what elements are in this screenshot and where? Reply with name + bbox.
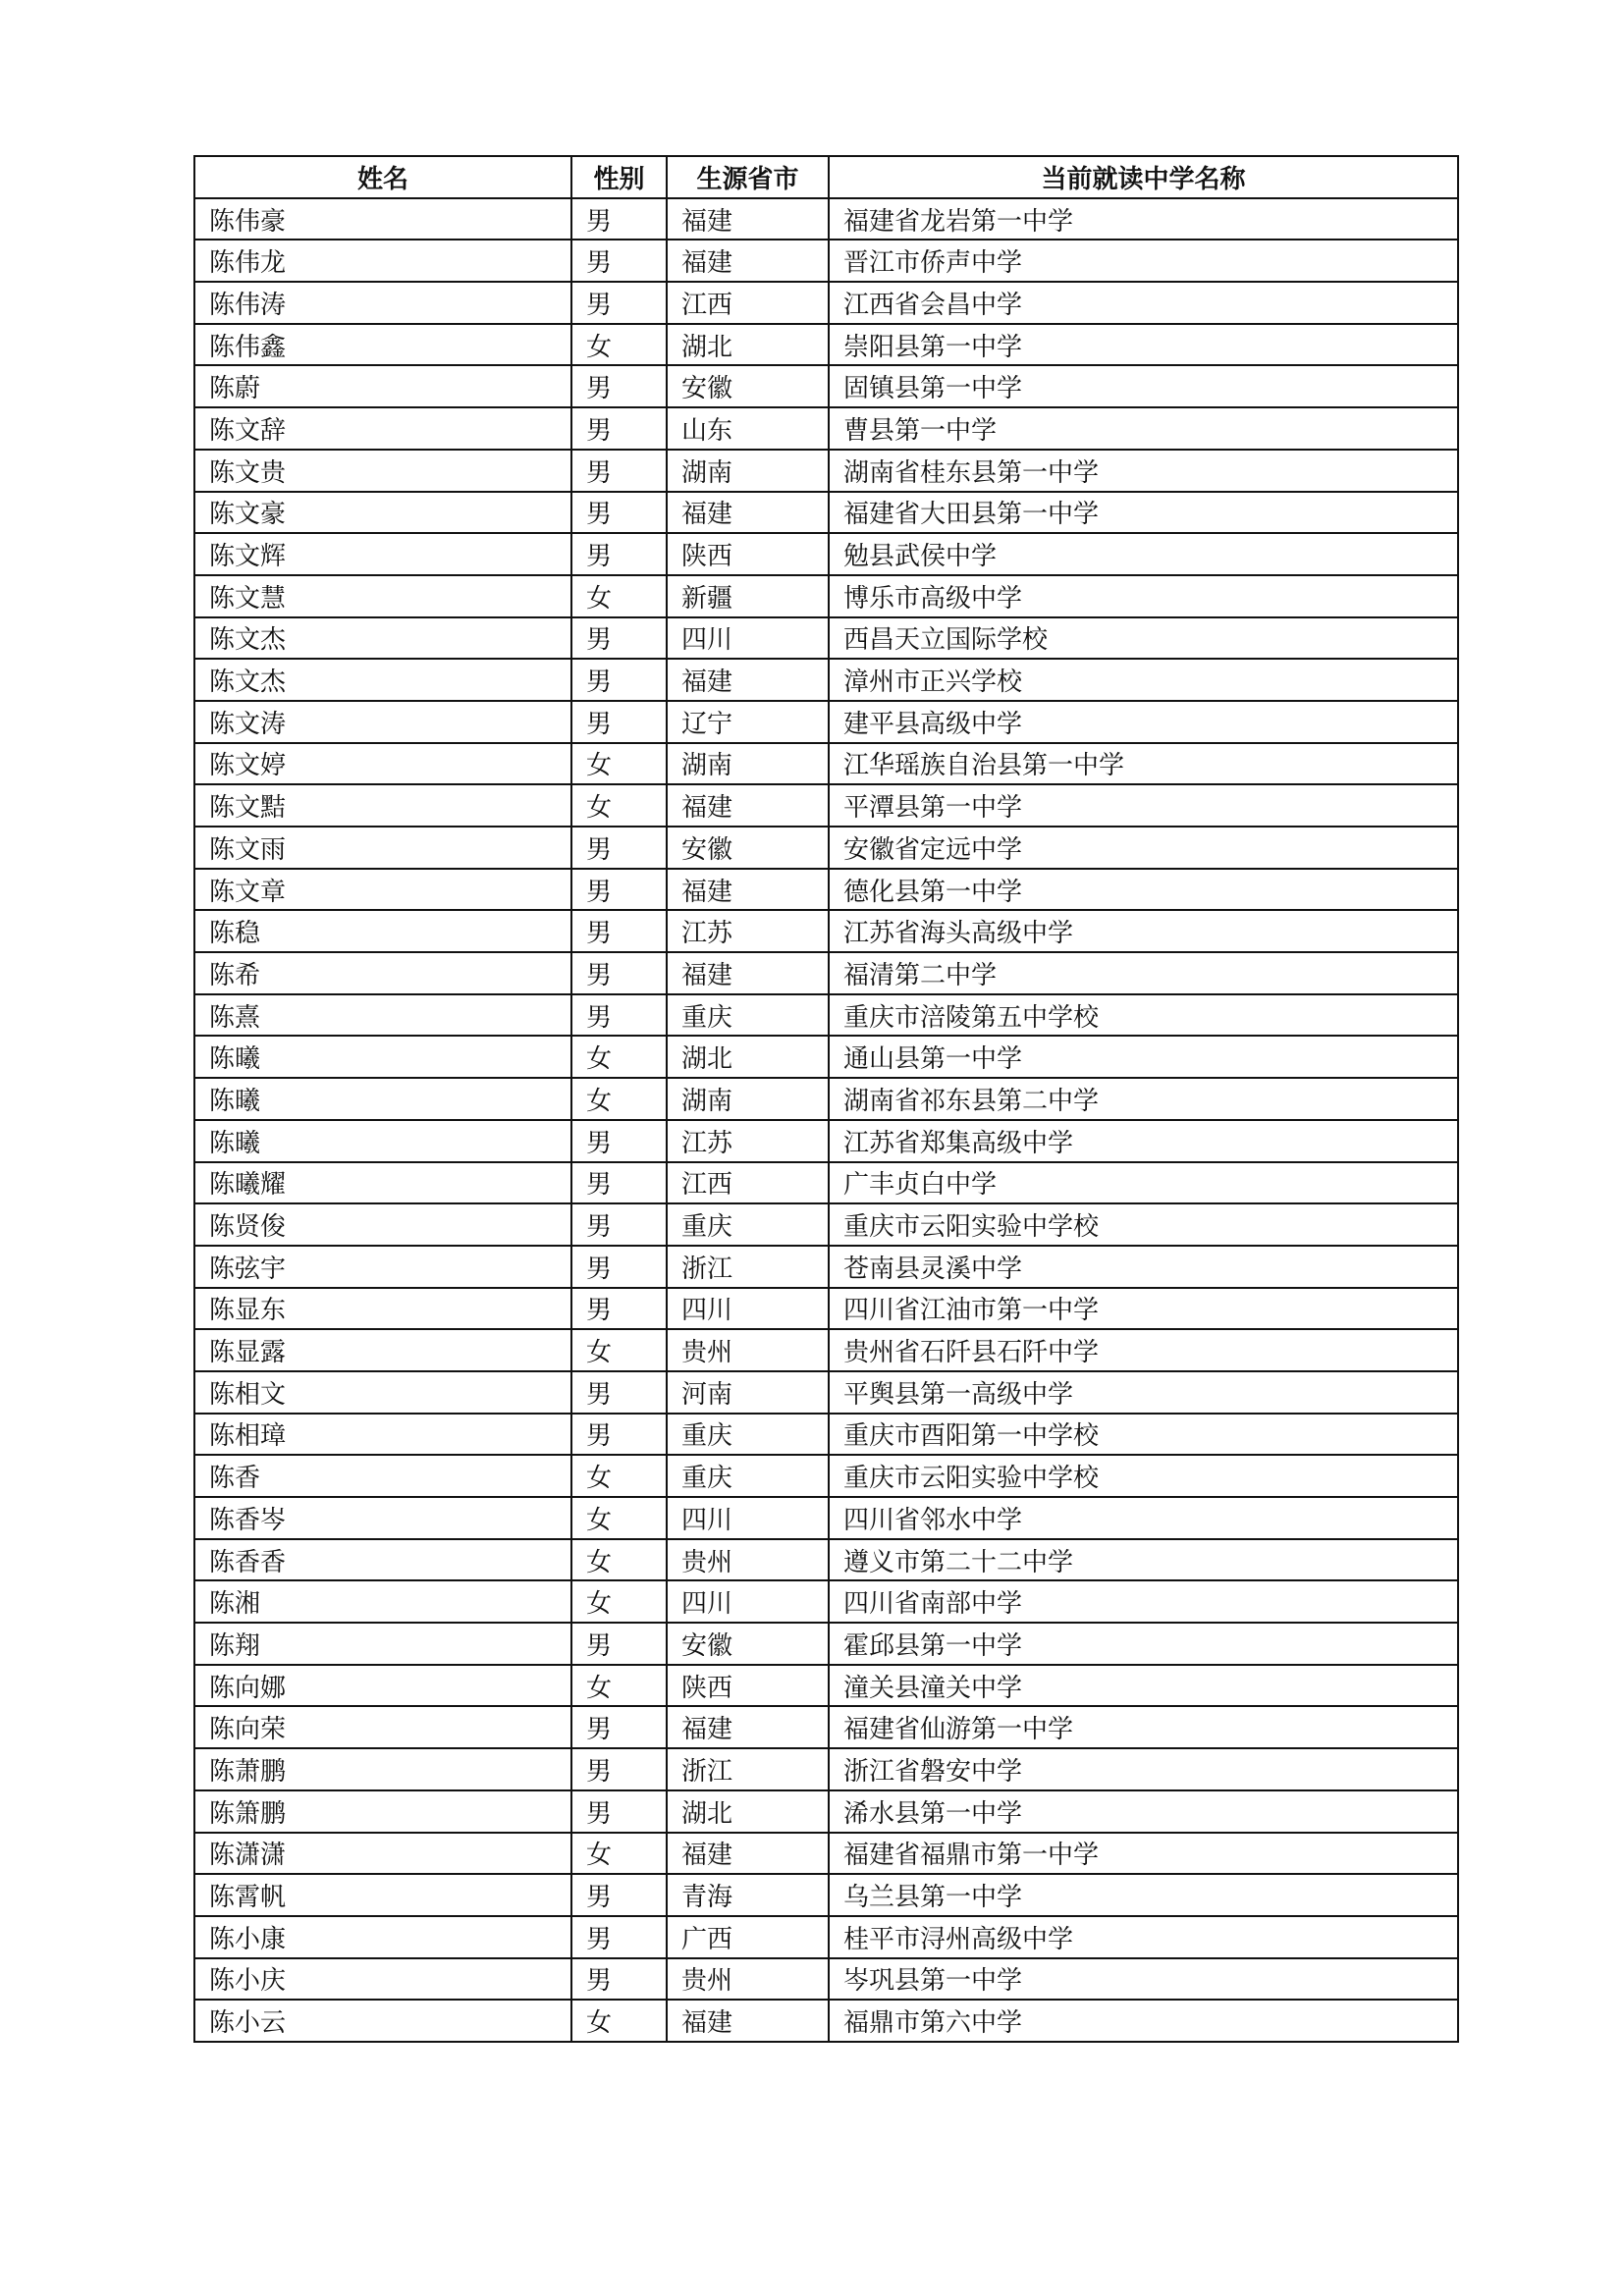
cell-name: 陈伟鑫 [194,324,571,366]
cell-name: 陈萧鹏 [194,1748,571,1790]
cell-name: 陈文黠 [194,784,571,827]
table-row [194,365,1458,407]
cell-gender: 男 [571,1623,667,1665]
cell-name: 陈香香 [194,1539,571,1581]
cell-name: 陈贤俊 [194,1203,571,1246]
cell-school: 遵义市第二十二中学 [829,1539,1458,1581]
cell-name: 陈箫鹏 [194,1790,571,1833]
cell-gender: 男 [571,492,667,534]
cell-school: 博乐市高级中学 [829,575,1458,617]
cell-gender: 男 [571,869,667,911]
cell-name: 陈文慧 [194,575,571,617]
table-row [194,2000,1458,2042]
cell-school: 德化县第一中学 [829,869,1458,911]
cell-name: 陈曦 [194,1120,571,1162]
cell-province: 江西 [667,1162,829,1204]
cell-gender: 女 [571,1455,667,1497]
cell-gender: 女 [571,1665,667,1707]
table-row [194,1748,1458,1790]
cell-province: 福建 [667,240,829,282]
cell-province: 广西 [667,1916,829,1958]
cell-province: 江苏 [667,910,829,952]
cell-province: 湖北 [667,1036,829,1078]
cell-province: 安徽 [667,1623,829,1665]
table-row [194,1497,1458,1539]
cell-name: 陈文杰 [194,659,571,701]
cell-school: 桂平市浔州高级中学 [829,1916,1458,1958]
cell-gender: 女 [571,1539,667,1581]
cell-province: 重庆 [667,1203,829,1246]
cell-gender: 男 [571,1748,667,1790]
cell-province: 福建 [667,1706,829,1748]
table-row [194,1120,1458,1162]
cell-province: 陕西 [667,1665,829,1707]
cell-school: 平舆县第一高级中学 [829,1371,1458,1414]
table-row [194,324,1458,366]
cell-gender: 男 [571,1371,667,1414]
cell-name: 陈文贵 [194,450,571,492]
table-row [194,910,1458,952]
cell-gender: 女 [571,1833,667,1875]
cell-gender: 男 [571,240,667,282]
cell-name: 陈弦宇 [194,1246,571,1288]
cell-name: 陈向娜 [194,1665,571,1707]
cell-name: 陈文雨 [194,827,571,869]
cell-province: 辽宁 [667,701,829,743]
cell-province: 湖南 [667,450,829,492]
cell-province: 四川 [667,1497,829,1539]
cell-name: 陈小康 [194,1916,571,1958]
cell-name: 陈伟龙 [194,240,571,282]
cell-school: 湖南省桂东县第一中学 [829,450,1458,492]
table-row [194,450,1458,492]
cell-province: 青海 [667,1874,829,1916]
cell-province: 湖南 [667,1078,829,1120]
table-row [194,701,1458,743]
student-table [193,155,1459,2043]
cell-name: 陈蔚 [194,365,571,407]
cell-name: 陈文豪 [194,492,571,534]
table-row [194,533,1458,575]
cell-province: 安徽 [667,827,829,869]
cell-province: 四川 [667,1288,829,1330]
cell-gender: 女 [571,1329,667,1371]
header-name: 姓名 [194,156,571,198]
cell-gender: 男 [571,1916,667,1958]
cell-name: 陈湘 [194,1580,571,1623]
cell-school: 湖南省祁东县第二中学 [829,1078,1458,1120]
cell-name: 陈希 [194,952,571,994]
table-row [194,1371,1458,1414]
cell-school: 四川省南部中学 [829,1580,1458,1623]
table-row [194,1580,1458,1623]
cell-school: 江西省会昌中学 [829,282,1458,324]
cell-school: 福建省大田县第一中学 [829,492,1458,534]
cell-gender: 男 [571,407,667,450]
cell-name: 陈曦 [194,1078,571,1120]
cell-gender: 男 [571,994,667,1037]
cell-school: 重庆市云阳实验中学校 [829,1455,1458,1497]
cell-gender: 男 [571,1162,667,1204]
cell-province: 福建 [667,198,829,240]
cell-province: 重庆 [667,1455,829,1497]
table-row [194,1288,1458,1330]
cell-gender: 男 [571,1120,667,1162]
cell-name: 陈文辉 [194,533,571,575]
cell-name: 陈霄帆 [194,1874,571,1916]
cell-gender: 男 [571,365,667,407]
cell-province: 湖南 [667,743,829,785]
cell-school: 广丰贞白中学 [829,1162,1458,1204]
cell-name: 陈伟涛 [194,282,571,324]
cell-school: 勉县武侯中学 [829,533,1458,575]
cell-gender: 男 [571,282,667,324]
table-row [194,240,1458,282]
cell-name: 陈小云 [194,2000,571,2042]
cell-name: 陈向荣 [194,1706,571,1748]
cell-name: 陈潇潇 [194,1833,571,1875]
cell-name: 陈相璋 [194,1414,571,1456]
header-province: 生源省市 [667,156,829,198]
cell-school: 晋江市侨声中学 [829,240,1458,282]
cell-gender: 男 [571,1288,667,1330]
cell-school: 浙江省磐安中学 [829,1748,1458,1790]
cell-name: 陈显露 [194,1329,571,1371]
table-row [194,617,1458,660]
cell-school: 江苏省郑集高级中学 [829,1120,1458,1162]
table-row [194,1790,1458,1833]
table-row [194,869,1458,911]
cell-name: 陈文杰 [194,617,571,660]
table-row [194,575,1458,617]
cell-school: 四川省邻水中学 [829,1497,1458,1539]
table-row [194,1958,1458,2001]
table-row [194,1455,1458,1497]
cell-name: 陈文婷 [194,743,571,785]
cell-school: 江苏省海头高级中学 [829,910,1458,952]
cell-name: 陈稳 [194,910,571,952]
table-row [194,743,1458,785]
cell-gender: 女 [571,1036,667,1078]
cell-province: 重庆 [667,1414,829,1456]
table-row [194,198,1458,240]
cell-school: 固镇县第一中学 [829,365,1458,407]
cell-province: 安徽 [667,365,829,407]
cell-school: 贵州省石阡县石阡中学 [829,1329,1458,1371]
cell-school: 苍南县灵溪中学 [829,1246,1458,1288]
table-row [194,827,1458,869]
cell-province: 山东 [667,407,829,450]
cell-school: 通山县第一中学 [829,1036,1458,1078]
cell-province: 贵州 [667,1329,829,1371]
table-header-row [194,156,1458,198]
cell-school: 重庆市云阳实验中学校 [829,1203,1458,1246]
cell-province: 四川 [667,1580,829,1623]
cell-gender: 男 [571,198,667,240]
table-row [194,659,1458,701]
cell-school: 安徽省定远中学 [829,827,1458,869]
table-row [194,784,1458,827]
header-school: 当前就读中学名称 [829,156,1458,198]
cell-province: 陕西 [667,533,829,575]
cell-gender: 女 [571,1497,667,1539]
cell-school: 浠水县第一中学 [829,1790,1458,1833]
cell-province: 湖北 [667,1790,829,1833]
cell-province: 福建 [667,952,829,994]
cell-school: 西昌天立国际学校 [829,617,1458,660]
cell-gender: 男 [571,827,667,869]
cell-gender: 女 [571,1078,667,1120]
cell-gender: 男 [571,450,667,492]
cell-gender: 男 [571,1246,667,1288]
cell-name: 陈文辞 [194,407,571,450]
cell-name: 陈熹 [194,994,571,1037]
cell-school: 福建省福鼎市第一中学 [829,1833,1458,1875]
cell-gender: 男 [571,952,667,994]
cell-name: 陈文涛 [194,701,571,743]
cell-gender: 男 [571,910,667,952]
cell-gender: 女 [571,784,667,827]
cell-gender: 男 [571,1706,667,1748]
cell-school: 重庆市涪陵第五中学校 [829,994,1458,1037]
cell-school: 曹县第一中学 [829,407,1458,450]
cell-school: 福清第二中学 [829,952,1458,994]
cell-school: 福建省龙岩第一中学 [829,198,1458,240]
cell-gender: 女 [571,324,667,366]
cell-school: 岑巩县第一中学 [829,1958,1458,2001]
cell-province: 重庆 [667,994,829,1037]
cell-province: 贵州 [667,1958,829,2001]
cell-school: 霍邱县第一中学 [829,1623,1458,1665]
table-row [194,1665,1458,1707]
cell-province: 浙江 [667,1748,829,1790]
cell-school: 漳州市正兴学校 [829,659,1458,701]
cell-name: 陈香岑 [194,1497,571,1539]
cell-name: 陈显东 [194,1288,571,1330]
cell-gender: 男 [571,659,667,701]
table-row [194,1833,1458,1875]
cell-gender: 男 [571,1414,667,1456]
cell-province: 河南 [667,1371,829,1414]
cell-province: 新疆 [667,575,829,617]
cell-school: 福建省仙游第一中学 [829,1706,1458,1748]
cell-gender: 女 [571,1580,667,1623]
table-row [194,282,1458,324]
cell-school: 潼关县潼关中学 [829,1665,1458,1707]
table-row [194,492,1458,534]
table-row [194,1246,1458,1288]
cell-gender: 男 [571,617,667,660]
cell-province: 福建 [667,2000,829,2042]
cell-name: 陈小庆 [194,1958,571,2001]
table-row [194,1916,1458,1958]
cell-gender: 男 [571,1958,667,2001]
cell-name: 陈曦耀 [194,1162,571,1204]
header-gender: 性别 [571,156,667,198]
cell-name: 陈翔 [194,1623,571,1665]
cell-province: 福建 [667,1833,829,1875]
cell-school: 重庆市酉阳第一中学校 [829,1414,1458,1456]
table-row [194,1329,1458,1371]
cell-province: 福建 [667,492,829,534]
cell-name: 陈文章 [194,869,571,911]
cell-province: 福建 [667,659,829,701]
table-row [194,994,1458,1037]
cell-province: 福建 [667,784,829,827]
cell-gender: 男 [571,1874,667,1916]
cell-province: 江西 [667,282,829,324]
table-row [194,1162,1458,1204]
table-row [194,1539,1458,1581]
cell-gender: 女 [571,575,667,617]
cell-gender: 女 [571,2000,667,2042]
cell-province: 浙江 [667,1246,829,1288]
cell-school: 乌兰县第一中学 [829,1874,1458,1916]
cell-province: 湖北 [667,324,829,366]
cell-name: 陈曦 [194,1036,571,1078]
cell-gender: 男 [571,701,667,743]
cell-province: 四川 [667,617,829,660]
cell-gender: 男 [571,1203,667,1246]
cell-name: 陈相文 [194,1371,571,1414]
table-row [194,1414,1458,1456]
cell-school: 建平县高级中学 [829,701,1458,743]
cell-gender: 男 [571,1790,667,1833]
cell-school: 福鼎市第六中学 [829,2000,1458,2042]
cell-gender: 女 [571,743,667,785]
cell-gender: 男 [571,533,667,575]
table-row [194,1078,1458,1120]
cell-province: 江苏 [667,1120,829,1162]
cell-province: 福建 [667,869,829,911]
cell-name: 陈香 [194,1455,571,1497]
cell-school: 四川省江油市第一中学 [829,1288,1458,1330]
cell-province: 贵州 [667,1539,829,1581]
table-row [194,1874,1458,1916]
cell-school: 崇阳县第一中学 [829,324,1458,366]
table-row [194,407,1458,450]
table-row [194,952,1458,994]
cell-school: 平潭县第一中学 [829,784,1458,827]
table-row [194,1623,1458,1665]
table-row [194,1036,1458,1078]
cell-school: 江华瑶族自治县第一中学 [829,743,1458,785]
table-row [194,1706,1458,1748]
table-row [194,1203,1458,1246]
cell-name: 陈伟豪 [194,198,571,240]
